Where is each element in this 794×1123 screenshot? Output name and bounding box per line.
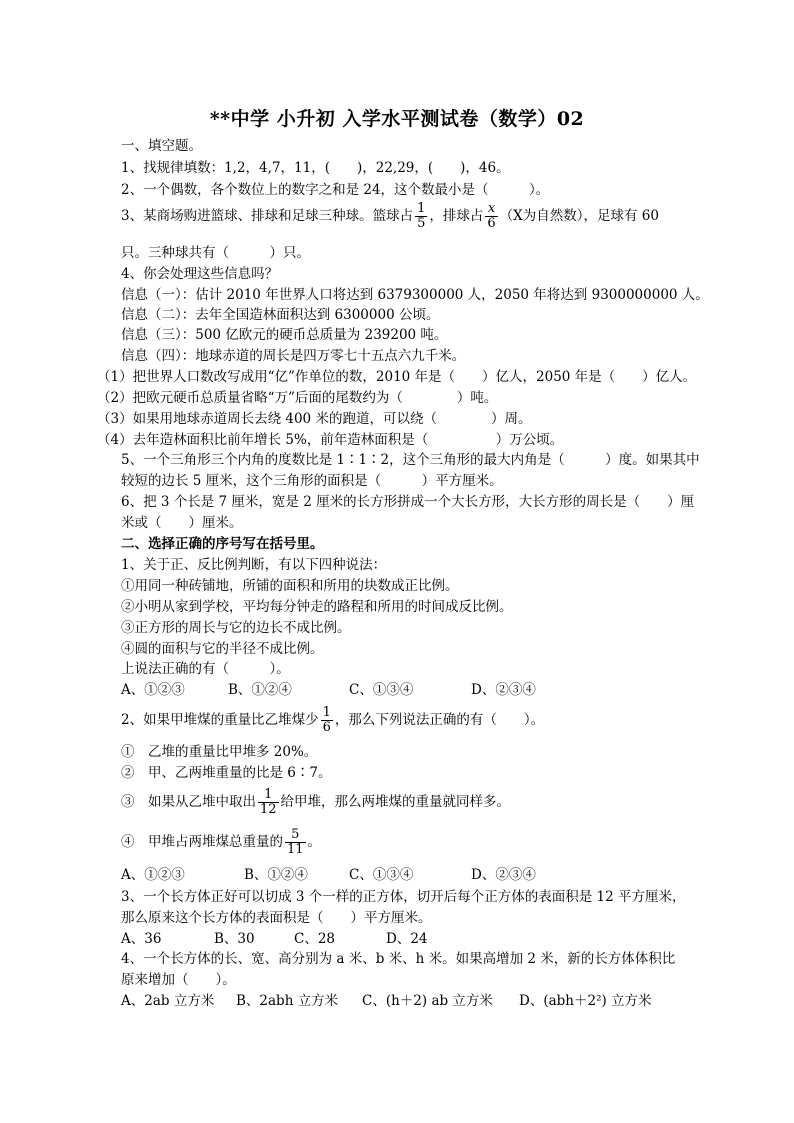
- s1-question-1: 1、找规律填数：1,2，4,7，11，( )，22,29，( )，46。: [121, 160, 510, 176]
- s2-q4-option-d: D、(abh＋2²) 立方米: [519, 993, 652, 1009]
- info-2: 信息（二）：去年全国造林面积达到 6300000 公顷。: [121, 307, 440, 323]
- s2-q2-statement-2: ② 甲、乙两堆重量的比是 6∶7。: [121, 765, 332, 781]
- frac-numerator: 1: [258, 788, 279, 803]
- s2-q3-option-b: B、30: [214, 931, 255, 947]
- s1-q3-post: （X为自然数），足球有 60: [499, 208, 659, 224]
- s1-question-4: 4、你会处理这些信息吗？: [121, 266, 279, 282]
- s2-q2-option-c: C、①③④: [349, 867, 414, 883]
- frac-numerator: 5: [285, 828, 306, 843]
- s2-q2-o4-pre: ④ 甲堆占两堆煤总重量的: [121, 834, 283, 850]
- s2-question-4-line1: 4、一个长方体的长、宽、高分别为 a 米、b 米、h 米。如果高增加 2 米，新的长方体体积比: [121, 951, 676, 967]
- frac-numerator: 1: [417, 201, 426, 216]
- s1-q3-mid: ，排球占: [429, 208, 484, 224]
- s2-q4-option-a: A、2ab 立方米: [121, 993, 215, 1009]
- frac-numerator: [485, 202, 497, 217]
- s1-question-5-line1: 5、一个三角形三个内角的度数比是 1∶1∶2，这个三角形的最大内角是（ ）度。如果其中: [121, 452, 700, 468]
- s2-q1-statement-2: ②小明从家到学校，平均每分钟走的路程和所用的时间成反比例。: [121, 599, 513, 615]
- section2-heading: 二、选择正确的序号写在括号里。: [121, 536, 324, 552]
- s2-question-4-line2: 原来增加（ ）。: [121, 972, 236, 988]
- info-3: 信息（三）：500 亿欧元的硬币总质量为 239200 吨。: [121, 327, 448, 343]
- s2-q2-pre: 2、如果甲堆煤的重量比乙堆煤少: [121, 712, 319, 728]
- s2-question-1: 1、关于正、反比例判断，有以下四种说法：: [121, 557, 387, 573]
- s2-q4-option-c: C、(h＋2) ab 立方米: [362, 993, 493, 1009]
- s2-q1-option-c: C、①③④: [349, 682, 414, 698]
- s2-q2-option-a: A、①②③: [121, 867, 185, 883]
- s1-question-3: [121, 202, 659, 231]
- s1-q4-sub-4: （4）去年造林面积比前年增长 5%，前年造林面积是（ ）万公顷。: [97, 432, 564, 448]
- s2-q2-o3-pre: ③ 如果从乙堆中取出: [121, 794, 256, 810]
- frac-denominator: 6: [322, 720, 331, 735]
- s2-q3-option-a: A、36: [121, 931, 162, 947]
- s2-question-3-line1: 3、一个长方体正好可以切成 3 个一样的正方体，切开后每个正方体的表面积是 12 平方厘米，: [121, 889, 686, 905]
- frac-numerator-x: x: [487, 201, 496, 216]
- s1-q3-pre: 3、某商场购进篮球、排球和足球三种球。篮球占: [121, 208, 414, 224]
- fraction-five-elevenths: [285, 828, 306, 857]
- s2-q3-option-c: C、28: [294, 931, 336, 947]
- s1-question-2: 2、一个偶数，各个数位上的数字之和是 24，这个数最小是（ ）。: [121, 182, 550, 198]
- s2-q4-option-b: B、2abh 立方米: [236, 993, 339, 1009]
- fraction-one-fifth: [415, 202, 427, 231]
- fraction-one-sixth: [321, 706, 333, 735]
- s2-question-2: [121, 706, 544, 735]
- s2-q2-o4-post: 。: [307, 834, 322, 850]
- s1-question-5-line2: 较短的边长 5 厘米，这个三角形的面积是（ ）平方厘米。: [121, 473, 503, 489]
- s2-q3-option-d: D、24: [386, 931, 428, 947]
- s2-q2-statement-1: ① 乙堆的重量比甲堆多 20%。: [121, 744, 318, 760]
- frac-denominator: 12: [260, 802, 277, 817]
- s2-q1-option-b: B、①②④: [228, 682, 292, 698]
- s1-q4-sub-3: （3）如果用地球赤道周长去绕 400 米的跑道，可以绕（ ）周。: [97, 411, 532, 427]
- info-4: 信息（四）：地球赤道的周长是四万零七十五点六九千米。: [121, 348, 466, 364]
- s2-q2-statement-4: [121, 828, 321, 857]
- s1-question-6-line1: 6、把 3 个长是 7 厘米，宽是 2 厘米的长方形拼成一个大长方形，大长方形的周长是（ ）厘: [121, 494, 695, 510]
- s1-question-6-line2: 米或（ ）厘米。: [121, 515, 243, 531]
- s2-q1-statement-3: ③正方形的周长与它的边长不成比例。: [121, 620, 351, 636]
- info-1: 信息（一）：估计 2010 年世界人口将达到 6379300000 人，2050 年将达到 9300000000 人。: [121, 287, 709, 303]
- frac-denominator: 6: [487, 216, 496, 231]
- s1-q3-line2: 只。三种球共有（ ）只。: [121, 245, 310, 261]
- s2-q2-o3-post: 给甲堆，那么两堆煤的重量就同样多。: [280, 794, 511, 810]
- s2-q1-option-a: A、①②③: [121, 682, 185, 698]
- s2-q1-statement-1: ①用同一种砖铺地，所铺的面积和所用的块数成正比例。: [121, 578, 459, 594]
- fraction-one-twelfth: [258, 788, 279, 817]
- s2-q2-post: ，那么下列说法正确的有（ ）。: [334, 712, 545, 728]
- s2-q1-statement-4: ④圆的面积与它的半径不成比例。: [121, 641, 324, 657]
- s2-q2-option-d: D、②③④: [471, 867, 536, 883]
- s2-q2-option-b: B、①②④: [244, 867, 308, 883]
- frac-denominator: 11: [287, 842, 304, 857]
- s2-q1-option-d: D、②③④: [471, 682, 536, 698]
- section1-heading: 一、填空题。: [121, 138, 202, 154]
- frac-numerator: 1: [322, 705, 331, 720]
- page-title: **中学 小升初 入学水平测试卷（数学）02: [209, 108, 585, 130]
- frac-denominator: 5: [417, 216, 426, 231]
- s2-q1-ask: 上说法正确的有（ ）。: [121, 661, 290, 677]
- s2-q2-statement-3: [121, 788, 510, 817]
- s2-question-3-line2: 那么原来这个长方体的表面积是（ ）平方厘米。: [121, 910, 432, 926]
- s1-q4-sub-1: （1）把世界人口数改写成用“亿”作单位的数，2010 年是（ ）亿人，2050 年是（ ）亿人。: [97, 369, 697, 385]
- fraction-x-sixth: [485, 202, 497, 231]
- s1-q4-sub-2: （2）把欧元硬币总质量省略“万”后面的尾数约为（ ）吨。: [97, 390, 498, 406]
